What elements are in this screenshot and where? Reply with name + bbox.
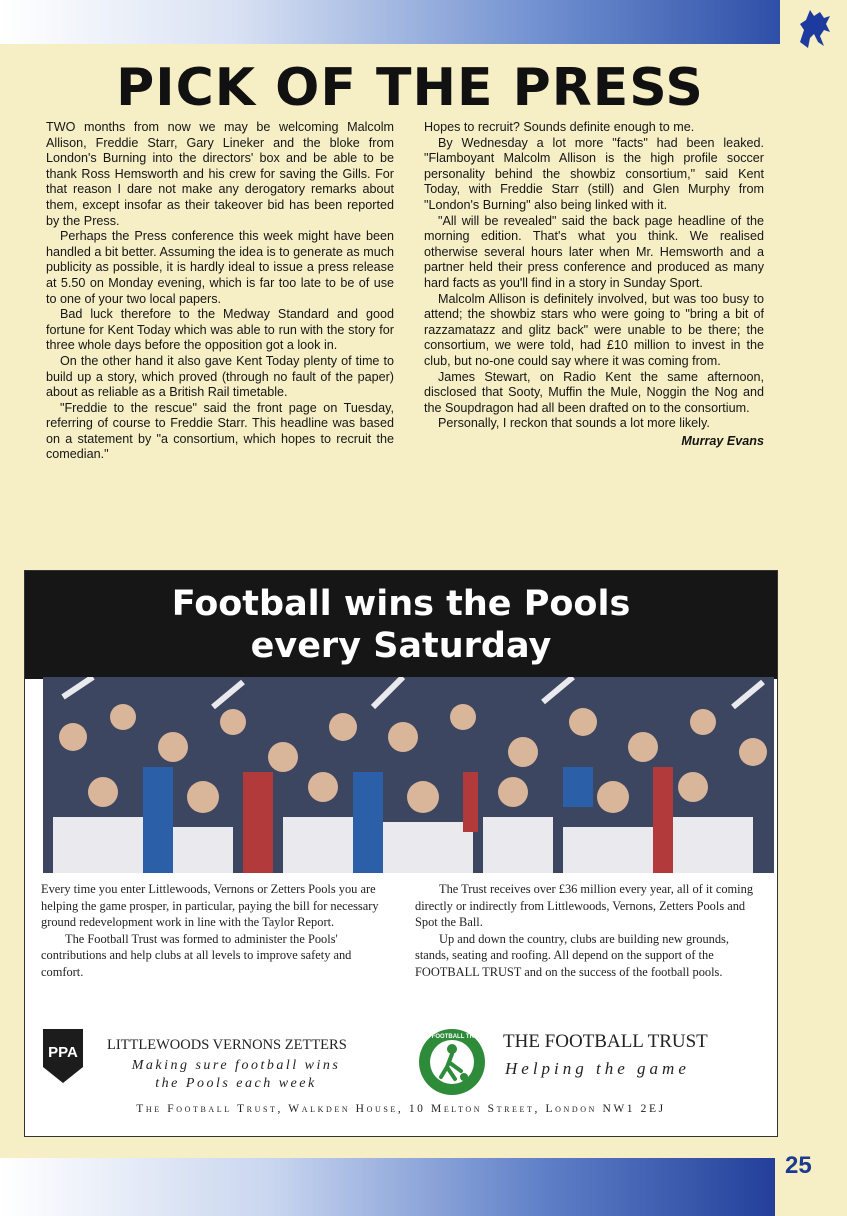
article-paragraph: James Stewart, on Radio Kent the same afternoon, disclosed that Sooty, Muffin the Mule, Noggin the Nog and the Soupdragon had all been drafted on to the consortium.: [424, 369, 764, 415]
byline: Murray Evans: [681, 433, 764, 448]
ad-body-right: [415, 881, 761, 981]
football-trust-logo: [417, 1027, 487, 1097]
ad-paragraph: The Football Trust was formed to administer the Pools' contributions and help clubs at all levels to improve safety and comfort.: [41, 931, 352, 979]
pools-advertisement: [24, 570, 778, 1137]
sponsor-tagline-line1: Making sure football wins: [131, 1058, 341, 1073]
page-title: PICK OF THE PRESS: [116, 58, 704, 118]
crowd-illustration: [43, 677, 774, 873]
ad-paragraph: Every time you enter Littlewoods, Vernons or Zetters Pools you are helping the game prosper, in particular, paying the bill for necessary ground redevelopment work in line with the Taylor Report.: [41, 882, 379, 930]
trust-tagline: Helping the game: [505, 1059, 690, 1078]
ad-paragraph: Up and down the country, clubs are building new grounds, stands, seating and roofing. All depend on the support of the FOOTBALL TRUST and on the success of the football pools.: [415, 931, 729, 979]
horse-icon: [790, 2, 838, 50]
ad-footer-address: The Football Trust, Walkden House, 10 Melton Street, London NW1 2EJ: [136, 1103, 666, 1115]
trust-title: THE FOOTBALL TRUST: [503, 1031, 708, 1052]
article-paragraph: Personally, I reckon that sounds a lot more likely.: [438, 416, 710, 431]
article-paragraph: "Freddie to the rescue" said the front page on Tuesday, referring of course to Freddie Starr. This headline was based on a statement by "a consortium, which hopes to recruit the comedian.": [46, 400, 394, 462]
crowd-photo: [43, 677, 774, 873]
ad-body-left: [41, 881, 391, 981]
trust-logo-text: THE FOOTBALL TRUST: [418, 1034, 486, 1040]
ppa-logo: [41, 1027, 85, 1085]
article-paragraph: "All will be revealed" said the back page headline of the morning edition. That's what you think. We realised otherwise several hours later when Mr. Hemsworth and a partner held their press conference and produced as many hard facts as you'll find in a story in Sunday Sport.: [424, 213, 764, 290]
top-color-band: [0, 0, 780, 44]
sponsor-tagline: [101, 1057, 371, 1093]
article-paragraph: Hopes to recruit? Sounds definite enough to me.: [424, 120, 695, 134]
page-number: 25: [785, 1152, 812, 1179]
article-paragraph: TWO months from now we may be welcoming Malcolm Allison, Freddie Starr, Gary Lineker and the bloke from London's Burning into the directors' box and be able to be thank Ross Hemsworth and his crew for saving the Gills. For that reason I dare not make any derogatory remarks about them, except insofar as their takeover bid has been reported by the Press.: [46, 120, 394, 228]
ppa-logo-text: PPA: [48, 1044, 78, 1061]
article-column-right: [424, 120, 764, 449]
article-paragraph: On the other hand it also gave Kent Today plenty of time to build up a story, which proved (through no fault of the paper) about as reliable as a British Rail timetable.: [46, 353, 394, 400]
article-paragraph: Perhaps the Press conference this week might have been handled a bit better. Assuming the idea is to generate as much publicity as possible, it is hardly ideal to issue a press release at 5.50 on Monday evening, which is far too late to be of use to one of your two local papers.: [46, 229, 394, 306]
ad-banner: [25, 571, 777, 679]
sponsor-title: LITTLEWOODS VERNONS ZETTERS: [107, 1037, 347, 1053]
article-column-left: [46, 120, 394, 463]
article-paragraph: By Wednesday a lot more "facts" had been leaked. "Flamboyant Malcolm Allison is the high profile soccer personality behind the showbiz consortium," said Kent Today, with Freddie Starr (still) and Glen Murphy from "London's Burning" also being linked with it.: [424, 135, 764, 212]
ad-headline-line2: every Saturday: [250, 626, 552, 666]
ad-paragraph: The Trust receives over £36 million every year, all of it coming directly or indirectly from Littlewoods, Vernons, Zetters Pools and Spot the Ball.: [415, 882, 754, 930]
ad-headline-line1: Football wins the Pools: [171, 584, 631, 624]
bottom-color-band: [0, 1158, 775, 1216]
sponsor-tagline-line2: the Pools each week: [155, 1076, 317, 1091]
article-paragraph: Bad luck therefore to the Medway Standard and good fortune for Kent Today which was able to run with the story for three whole days before the opposition got a look in.: [46, 307, 394, 353]
article-paragraph: Malcolm Allison is definitely involved, but was too busy to attend; the showbiz stars who were going to "bring a bit of razzamatazz and glitz back" were unable to be there; the consortium, we were told, had £10 million to invest in the club, but no-one could say where it was coming from.: [424, 291, 764, 368]
